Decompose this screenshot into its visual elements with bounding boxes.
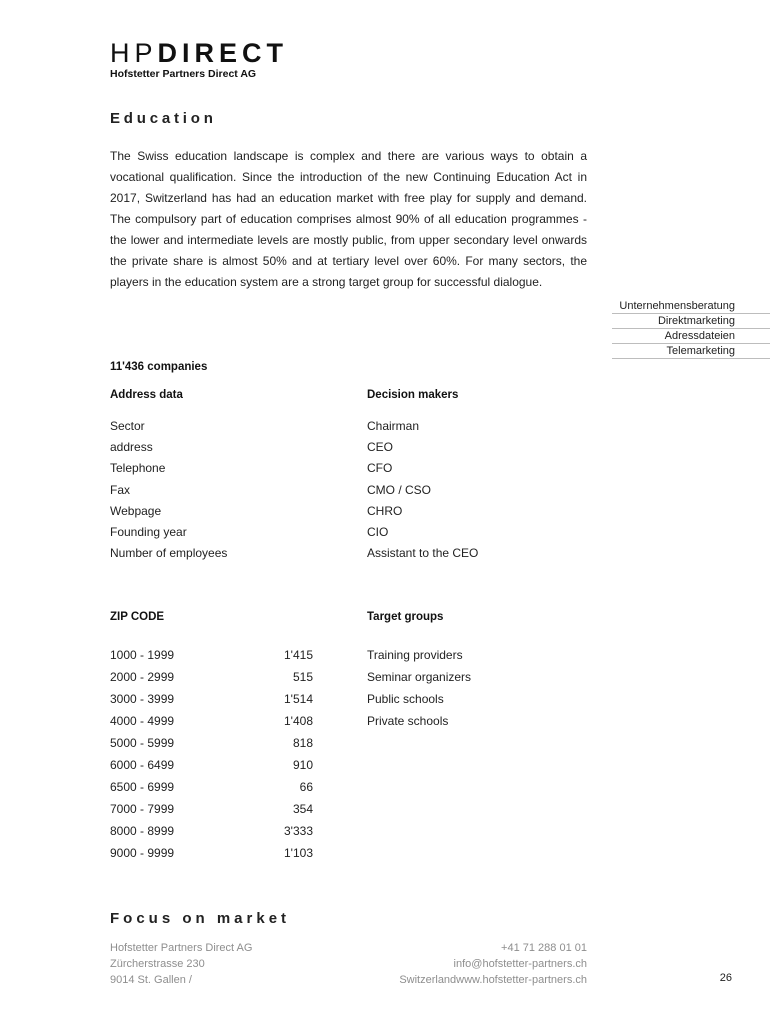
target-groups-heading: Target groups (367, 611, 444, 623)
list-item: CMO / CSO (367, 482, 432, 497)
list-item: CEO (367, 440, 394, 455)
zip-code-table (110, 644, 313, 864)
footer-city: 9014 St. Gallen / (110, 974, 192, 986)
zip-code-heading: ZIP CODE (110, 611, 165, 623)
table-row (110, 820, 313, 842)
footer-contact (336, 940, 587, 988)
list-item: Number of employees (110, 546, 228, 561)
zip-count: 354 (292, 802, 313, 816)
logo-hp: HP (110, 38, 158, 68)
table-row (110, 732, 313, 754)
company-count: 11'436 companies (110, 361, 208, 373)
target-groups-list (367, 644, 471, 732)
zip-range: 4000 - 4999 (110, 714, 175, 728)
zip-range: 6500 - 6999 (110, 780, 175, 794)
footer-street: Zürcherstrasse 230 (110, 958, 205, 970)
zip-count: 1'408 (284, 714, 313, 728)
list-item: CFO (367, 461, 393, 476)
zip-count: 910 (292, 758, 313, 772)
zip-count: 1'514 (284, 692, 313, 706)
footer-address (110, 940, 252, 988)
list-item: CIO (367, 525, 389, 540)
logo-direct: DIRECT (157, 38, 289, 68)
side-menu (612, 299, 770, 359)
list-item: Seminar organizers (367, 670, 472, 684)
list-item: Training providers (367, 648, 463, 662)
list-item: Webpage (110, 503, 162, 518)
zip-count: 66 (299, 780, 313, 794)
side-menu-item-telemarketing[interactable]: Telemarketing (612, 344, 770, 359)
table-row (110, 754, 313, 776)
list-item: address (110, 440, 153, 455)
footer-email[interactable]: info@hofstetter-partners.ch (453, 958, 587, 970)
list-item: Sector (110, 419, 145, 433)
list-item: Fax (110, 482, 131, 497)
company-logo (110, 40, 288, 80)
list-item: CHRO (367, 503, 403, 518)
footer-company: Hofstetter Partners Direct AG (110, 942, 253, 954)
list-item: Telephone (110, 461, 166, 476)
address-data-heading: Address data (110, 389, 183, 401)
list-item: Private schools (367, 714, 449, 728)
zip-range: 1000 - 1999 (110, 648, 175, 662)
zip-range: 6000 - 6499 (110, 758, 175, 772)
zip-count: 818 (292, 736, 313, 750)
zip-range: 9000 - 9999 (110, 846, 175, 860)
footer-website[interactable]: Switzerlandwww.hofstetter-partners.ch (399, 974, 587, 986)
zip-range: 3000 - 3999 (110, 692, 175, 706)
list-item: Public schools (367, 692, 444, 706)
list-item: Assistant to the CEO (367, 546, 479, 561)
table-row (110, 798, 313, 820)
zip-range: 8000 - 8999 (110, 824, 175, 838)
zip-count: 1'415 (284, 648, 313, 662)
table-row (110, 688, 313, 710)
footer-phone: +41 71 288 01 01 (501, 942, 587, 954)
table-row (110, 842, 313, 864)
zip-count: 3'333 (284, 824, 313, 838)
logo-wordmark (110, 40, 288, 67)
zip-range: 5000 - 5999 (110, 736, 175, 750)
list-item: Founding year (110, 525, 187, 540)
side-menu-item-unternehmensberatung[interactable]: Unternehmensberatung (612, 299, 770, 314)
decision-makers-heading: Decision makers (367, 389, 459, 401)
side-menu-item-adressdateien[interactable]: Adressdateien (612, 329, 770, 344)
zip-range: 7000 - 7999 (110, 802, 175, 816)
focus-title: Focus on market (110, 910, 291, 927)
table-row (110, 666, 313, 688)
address-data-list (110, 416, 227, 564)
side-menu-item-direktmarketing[interactable]: Direktmarketing (612, 314, 770, 329)
section-title: Education (110, 110, 217, 127)
decision-makers-list (367, 416, 478, 564)
list-item: Chairman (367, 419, 420, 433)
logo-subtitle: Hofstetter Partners Direct AG (110, 68, 257, 80)
table-row (110, 710, 313, 732)
table-row (110, 644, 313, 666)
intro-paragraph: The Swiss education landscape is complex and there are various ways to obtain a vocational qualification. Since the introduction of the new Continuing Education Act in 2017, Switzerland has had an education market with free play for supply and demand. The compulsory part of education comprises almost 90% of all education programmes - the lower and intermediate levels are mostly public, from upper secondary level onwards the private share is almost 50% and at tertiary level over 60%. For many sectors, the players in the education system are a strong target group for successful dialogue. (110, 149, 587, 289)
zip-count: 515 (292, 670, 313, 684)
zip-count: 1'103 (284, 846, 313, 860)
page-number: 26 (719, 972, 732, 984)
zip-range: 2000 - 2999 (110, 670, 175, 684)
table-row (110, 776, 313, 798)
